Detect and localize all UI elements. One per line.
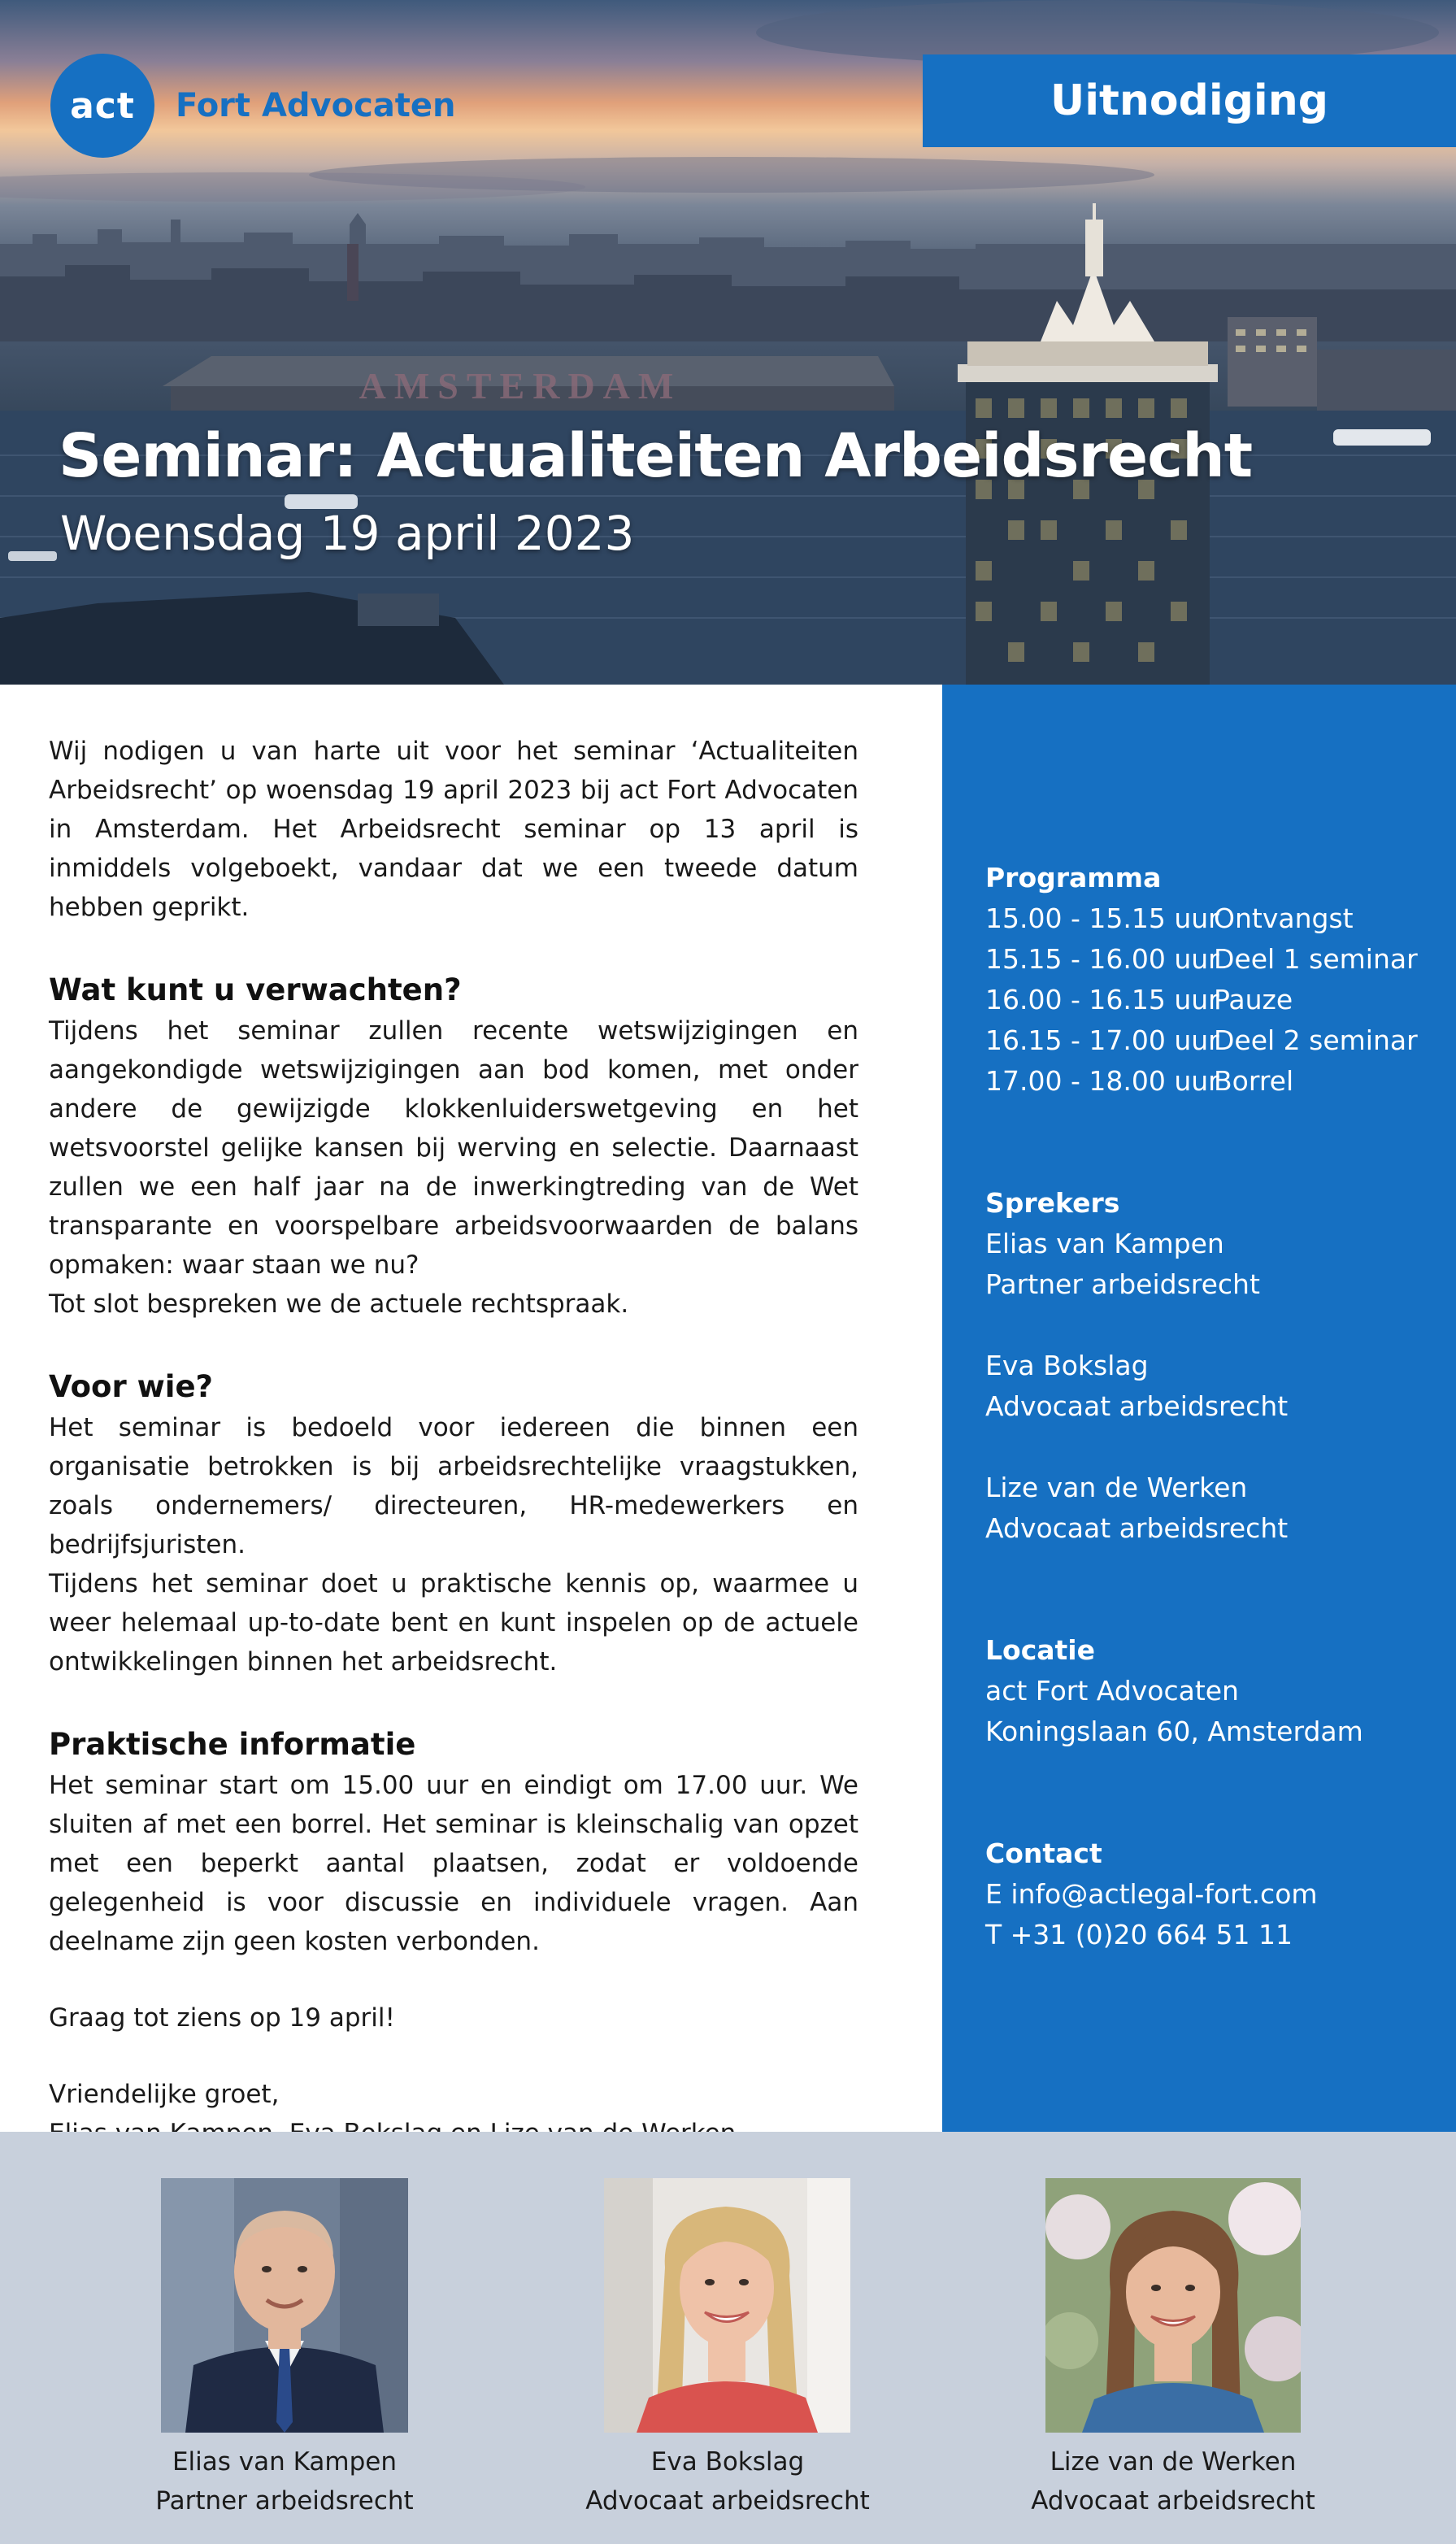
speaker-role: Partner arbeidsrecht <box>155 2486 414 2516</box>
section-paragraph: Tot slot bespreken we de actuele rechtspraak. <box>49 1289 629 1319</box>
invitation-badge: Uitnodiging <box>923 54 1456 147</box>
logo-name: Fort Advocaten <box>176 87 456 124</box>
program-row <box>985 939 1418 980</box>
program-item: Ontvangst <box>1214 902 1354 934</box>
speaker-name: Elias van Kampen <box>985 1228 1224 1259</box>
program-time: 15.15 - 16.00 uur <box>985 943 1219 975</box>
speaker-name: Elias van Kampen <box>172 2447 398 2477</box>
section-paragraph: Tijdens het seminar zullen recente wetswijzigingen en aangekondigde wetswijzigingen aan bod komen, met onder andere de gewijzigde klokkenluiderswetgeving en het wetsvoorstel gelijke kansen bij werving en selectie. Daarnaast zullen we een half jaar na de inwerkingtreding van de Wet transparante en voorspelbare arbeidsvoorwaarden de balans opmaken: waar staan we nu? <box>49 1016 858 1280</box>
locatie-heading: Locatie <box>985 1634 1095 1666</box>
speaker-role: Advocaat arbeidsrecht <box>985 1512 1289 1544</box>
sprekers-section <box>985 1183 1288 1549</box>
hero-banner <box>0 0 1456 685</box>
speaker-portrait-icon <box>161 2178 408 2433</box>
contact-heading: Contact <box>985 1837 1102 1869</box>
speaker-name: Eva Bokslag <box>985 1350 1149 1381</box>
program-time: 17.00 - 18.00 uur <box>985 1065 1219 1097</box>
contact-phone[interactable]: T +31 (0)20 664 51 11 <box>985 1919 1293 1950</box>
section-paragraph: Het seminar start om 15.00 uur en eindigt om 17.00 uur. We sluiten af met een borrel. Het seminar is kleinschalig van opzet met een beperkt aantal plaatsen, zodat er voldoende gelegenheid is voor discussie en individuele vragen. Aan deelname zijn geen kosten verbonden. <box>49 1771 858 1956</box>
program-row <box>985 898 1418 939</box>
event-date: Woensdag 19 april 2023 <box>60 506 635 561</box>
section-heading-audience: Voor wie? <box>49 1369 214 1404</box>
speaker-name: Lize van de Werken <box>985 1472 1248 1503</box>
speakers-strip <box>0 2132 1456 2544</box>
program-row <box>985 980 1418 1020</box>
speaker-photo <box>161 2178 408 2433</box>
program-item: Deel 1 seminar <box>1214 943 1418 975</box>
program-time: 16.15 - 17.00 uur <box>985 1024 1219 1056</box>
contact-email[interactable]: E info@actlegal-fort.com <box>985 1878 1318 1910</box>
main-content <box>49 732 858 2192</box>
speaker-caption <box>1011 2442 1336 2520</box>
station-sign-text: AMSTERDAM <box>359 365 682 407</box>
speaker-role: Advocaat arbeidsrecht <box>1031 2486 1315 2516</box>
location-name: act Fort Advocaten <box>985 1675 1239 1707</box>
speaker-caption <box>122 2442 447 2520</box>
contact-section <box>985 1833 1318 1955</box>
info-sidebar <box>942 685 1456 2132</box>
speaker-name: Lize van de Werken <box>1050 2447 1297 2477</box>
speaker-role: Advocaat arbeidsrecht <box>585 2486 870 2516</box>
section-heading-practical: Praktische informatie <box>49 1727 416 1762</box>
program-row <box>985 1020 1418 1061</box>
program-time: 16.00 - 16.15 uur <box>985 984 1219 1015</box>
speaker-role: Partner arbeidsrecht <box>985 1268 1260 1300</box>
section-heading-expectations: Wat kunt u verwachten? <box>49 972 462 1007</box>
speaker-portrait-icon <box>604 2178 850 2433</box>
program-item: Deel 2 seminar <box>1214 1024 1418 1056</box>
speaker-photo <box>1045 2178 1301 2433</box>
section-paragraph: Tijdens het seminar doet u praktische kennis op, waarmee u weer helemaal up-to-date bent en kunt inspelen op de actuele ontwikkelingen binnen het arbeidsrecht. <box>49 1569 858 1676</box>
locatie-section <box>985 1630 1363 1752</box>
location-address: Koningslaan 60, Amsterdam <box>985 1716 1363 1747</box>
speaker-portrait-icon <box>1045 2178 1301 2433</box>
program-item: Borrel <box>1214 1065 1294 1097</box>
sprekers-heading: Sprekers <box>985 1187 1120 1219</box>
speaker-role: Advocaat arbeidsrecht <box>985 1390 1289 1422</box>
programma-section <box>985 858 1418 1102</box>
speaker-caption <box>565 2442 890 2520</box>
section-paragraph: Het seminar is bedoeld voor iedereen die binnen een organisatie betrokken is bij arbeidsrechtelijke vraagstukken, zoals ondernemers/ directeuren, HR-medewerkers en bedrijfsjuristen. <box>49 1413 858 1559</box>
logo-mark: act <box>50 54 154 158</box>
closing-see-you: Graag tot ziens op 19 april! <box>49 2003 395 2033</box>
program-time: 15.00 - 15.15 uur <box>985 902 1219 934</box>
closing-greeting: Vriendelijke groet, <box>49 2080 280 2109</box>
logo[interactable] <box>50 54 456 158</box>
programma-heading: Programma <box>985 862 1162 894</box>
page-title: Seminar: Actualiteiten Arbeidsrecht <box>59 421 1253 491</box>
speaker-name: Eva Bokslag <box>650 2447 805 2477</box>
program-row <box>985 1061 1418 1102</box>
speaker-photo <box>604 2178 850 2433</box>
program-item: Pauze <box>1214 984 1293 1015</box>
intro-paragraph: Wij nodigen u van harte uit voor het seminar ‘Actualiteiten Arbeidsrecht’ op woensdag 19 april 2023 bij act Fort Advocaten in Amsterdam. Het Arbeidsrecht seminar op 13 april is inmiddels volgeboekt, vandaar dat we een tweede datum hebben geprikt. <box>49 737 858 922</box>
